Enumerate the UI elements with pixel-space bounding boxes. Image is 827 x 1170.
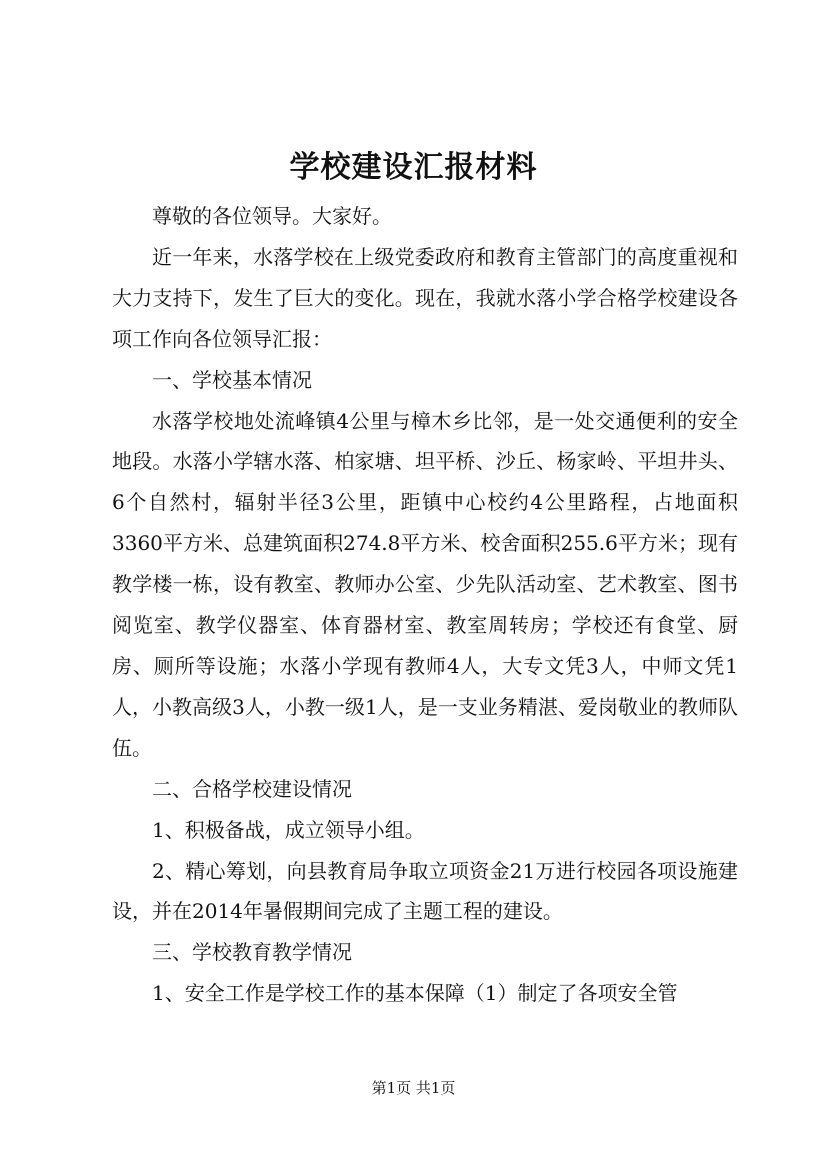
section-heading-teaching: 三、学校教育教学情况 (152, 940, 352, 965)
paragraph-construction-1: 1、积极备战，成立领导小组。 (152, 817, 425, 842)
paragraph-basic-info: 水落学校地处流峰镇4公里与樟木乡比邻，是一处交通便利的安全地段。水落小学辖水落、柏家塘、坦平桥、沙丘、杨家岭、平坦井头、6个自然村，辐射半径3公里，距镇中心校约4公里路程，占地面积3360平方米、总建筑面积274.8平方米、校舍面积255.6平方米；现有教学楼一栋，设有教室、教师办公室、少先队活动室、艺术教室、图书阅览室、教学仪器室、体育器材室、教室周转房；学校还有食堂、厨房、厕所等设施；水落小学现有教师4人，大专文凭3人，中师文凭1人，小教高级3人，小教一级1人，是一支业务精湛、爱岗敬业的教师队伍。 (112, 408, 738, 760)
paragraph-construction-2: 2、精心筹划，向县教育局争取立项资金21万进行校园各项设施建设，并在2014年暑假期间完成了主题工程的建设。 (112, 858, 738, 924)
paragraph-intro: 近一年来，水落学校在上级党委政府和教育主管部门的高度重视和大力支持下，发生了巨大的变化。现在，我就水落小学合格学校建设各项工作向各位领导汇报： (112, 244, 738, 351)
paragraph-greeting: 尊敬的各位领导。大家好。 (152, 204, 392, 228)
page-number-footer: 第1页 共1页 (371, 1079, 456, 1097)
paragraph-teaching-1: 1、安全工作是学校工作的基本保障（1）制定了各项安全管 (152, 981, 678, 1006)
section-heading-construction: 二、合格学校建设情况 (152, 776, 352, 801)
document-title: 学校建设汇报材料 (289, 150, 538, 185)
section-heading-basic-info: 一、学校基本情况 (152, 367, 312, 392)
document-body (112, 196, 738, 1014)
